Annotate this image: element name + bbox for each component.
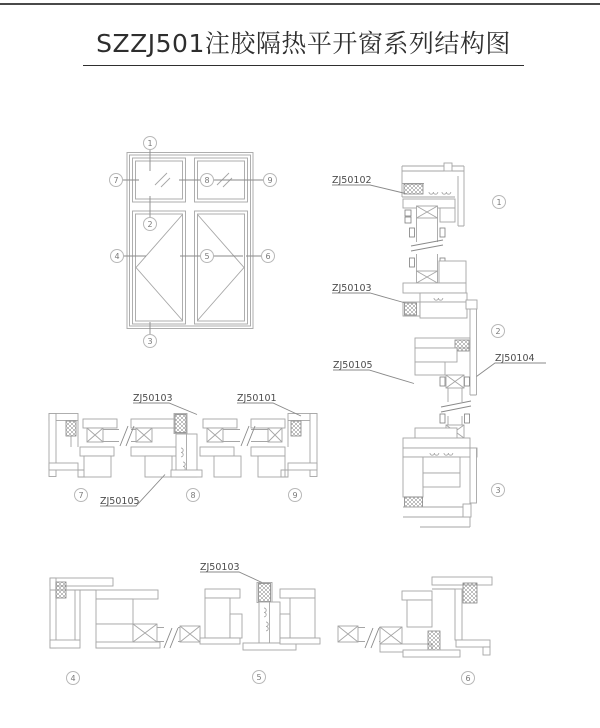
hatch-block [404,184,423,194]
section-vertical [332,163,546,527]
break-symbol [120,426,134,446]
svg-text:2: 2 [495,327,501,336]
glass-mark [155,173,170,187]
svg-text:4: 4 [70,674,76,683]
svg-text:ZJ50103: ZJ50103 [133,393,173,404]
callout-section-1 [493,196,506,209]
callout-2 [144,218,157,231]
hatch-block [405,497,423,507]
callout-5 [201,250,214,263]
label-zj50103-mid [133,393,197,415]
break-symbol [441,401,471,412]
centre-mullion-profile [178,583,379,651]
label-zj50103-vertical [332,283,406,303]
glass-band-right [200,419,285,477]
hatch-block [463,583,477,603]
svg-text:4: 4 [114,252,120,261]
svg-text:ZJ50104: ZJ50104 [495,353,535,364]
casement-pane-right [195,211,248,324]
opening-symbol [198,215,245,321]
break-symbol [411,240,443,251]
callout-section-3 [492,484,505,497]
svg-text:5: 5 [204,252,210,261]
leader-line [133,403,197,415]
hatch-block [291,421,301,436]
svg-text:1: 1 [147,139,153,148]
break-symbol [241,426,255,446]
fixed-pane-left [133,158,186,202]
svg-text:8: 8 [204,176,210,185]
label-zj50104 [477,353,547,377]
callout-7 [110,174,123,187]
callout-6 [262,250,275,263]
frame-jamb-right-profile [379,577,492,657]
label-zj50105-vertical [333,360,414,384]
hatch-block [259,584,271,602]
callout-section-2 [492,325,505,338]
casement-pane-left [133,211,186,324]
section-horizontal-top [49,393,317,507]
svg-text:ZJ50102: ZJ50102 [332,175,372,186]
break-symbol [365,628,379,648]
callout-section-7 [75,489,88,502]
callout-section-6 [462,672,475,685]
leader-line [332,293,406,303]
callout-section-9 [289,489,302,502]
break-symbol [164,628,178,648]
mullion-profile [171,414,202,478]
callout-9 [264,174,277,187]
svg-text:2: 2 [147,220,153,229]
svg-text:ZJ50101: ZJ50101 [237,393,277,404]
callout-8 [201,174,214,187]
callout-3 [144,335,157,348]
hatch-block [428,631,440,652]
leader-line [332,185,406,194]
right-jamb-profile [281,414,317,478]
section-horizontal-bottom [50,562,492,685]
page-title: SZZJ501注胶隔热平开窗系列结构图 [96,29,511,58]
svg-text:ZJ50105: ZJ50105 [100,496,140,507]
svg-text:9: 9 [292,491,298,500]
hatch-block [66,421,76,436]
svg-text:3: 3 [495,486,501,495]
opening-symbol [136,215,183,321]
svg-text:7: 7 [78,491,84,500]
lower-sash-top [415,338,470,375]
glass-band-left [80,419,176,477]
svg-text:5: 5 [256,673,262,682]
svg-text:ZJ50103: ZJ50103 [200,562,240,573]
label-zj50102 [332,175,406,194]
svg-text:7: 7 [113,176,119,185]
svg-text:6: 6 [465,674,471,683]
label-zj50105-mid [100,475,165,508]
leader-line [333,370,414,384]
leader-line [200,572,262,583]
callout-section-8 [187,489,200,502]
label-zj50101 [237,393,301,416]
svg-text:1: 1 [496,198,502,207]
svg-text:ZJ50103: ZJ50103 [332,283,372,294]
window-elevation [110,137,277,348]
callout-section-4 [67,672,80,685]
callout-section-5 [253,671,266,684]
svg-text:3: 3 [147,337,153,346]
sill-profile [403,428,477,527]
svg-text:9: 9 [267,176,273,185]
svg-text:6: 6 [265,252,271,261]
leader-line [477,363,547,377]
sash-left-profile [96,590,178,648]
svg-text:8: 8 [190,491,196,500]
callout-1 [144,137,157,150]
svg-text:ZJ50105: ZJ50105 [333,360,373,371]
label-zj50103-bottom [200,562,262,583]
callout-4 [111,250,124,263]
hatch-block [175,415,186,433]
left-jamb-profile [49,414,85,478]
hatch-block [405,303,417,315]
